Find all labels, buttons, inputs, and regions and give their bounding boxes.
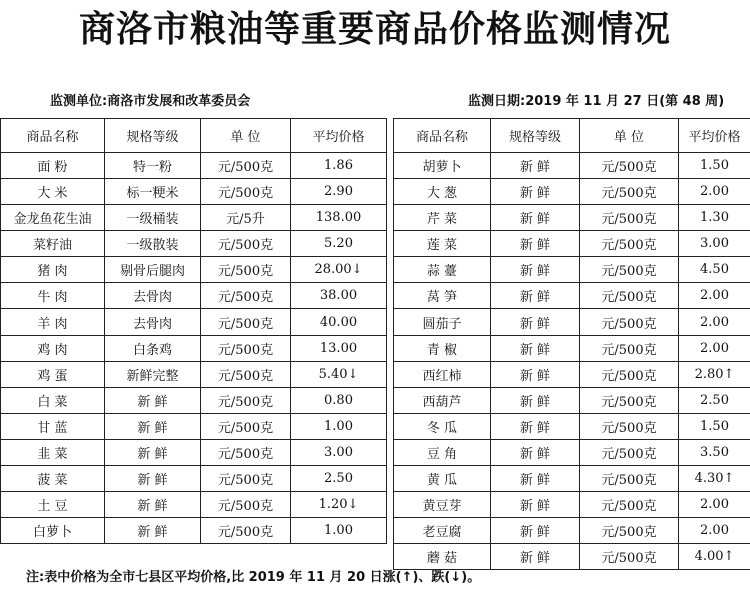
cell-unit: 元/500克: [580, 518, 679, 544]
cell-spec: 特一粉: [105, 153, 201, 179]
cell-name: 鸡 蛋: [1, 361, 105, 387]
cell-price: 2.00: [679, 335, 750, 361]
table-row: [1, 257, 387, 283]
table-row: [394, 335, 750, 361]
cell-spec: 新 鲜: [105, 387, 201, 413]
cell-spec: 新 鲜: [491, 231, 580, 257]
cell-price: 0.80: [291, 387, 387, 413]
table-row: [394, 283, 750, 309]
table-row: [394, 205, 750, 231]
cell-spec: 白条鸡: [105, 335, 201, 361]
table-row: [394, 387, 750, 413]
cell-spec: 一级散装: [105, 231, 201, 257]
table-row: [1, 413, 387, 439]
cell-unit: 元/500克: [201, 387, 291, 413]
cell-unit: 元/500克: [201, 179, 291, 205]
cell-price: 2.50: [679, 387, 750, 413]
cell-name: 青 椒: [394, 335, 491, 361]
cell-spec: 新 鲜: [105, 439, 201, 465]
table-row: [1, 439, 387, 465]
cell-name: 黄豆芽: [394, 492, 491, 518]
cell-name: 菜籽油: [1, 231, 105, 257]
column-header-unit: 单 位: [580, 119, 679, 153]
column-header-name: 商品名称: [1, 119, 105, 153]
cell-name: 大 葱: [394, 179, 491, 205]
column-header-price: 平均价格: [291, 119, 387, 153]
cell-unit: 元/500克: [580, 231, 679, 257]
table-row: [1, 283, 387, 309]
cell-name: 猪 肉: [1, 257, 105, 283]
cell-price: 4.50: [679, 257, 750, 283]
cell-name: 冬 瓜: [394, 413, 491, 439]
cell-unit: 元/500克: [201, 361, 291, 387]
cell-price: 4.30↑: [679, 465, 750, 491]
cell-price: 5.20: [291, 231, 387, 257]
footnote: 注:表中价格为全市七县区平均价格,比 2019 年 11 月 20 日涨(↑)、跌(↓)。: [26, 570, 481, 585]
cell-unit: 元/500克: [580, 492, 679, 518]
column-header-spec: 规格等级: [491, 119, 580, 153]
cell-price: 2.00: [679, 492, 750, 518]
cell-price: 1.50: [679, 413, 750, 439]
cell-spec: 去骨肉: [105, 309, 201, 335]
cell-price: 38.00: [291, 283, 387, 309]
cell-unit: 元/500克: [580, 335, 679, 361]
table-row: [394, 465, 750, 491]
cell-name: 圆茄子: [394, 309, 491, 335]
table-body-left: [1, 153, 387, 544]
cell-unit: 元/500克: [580, 465, 679, 491]
cell-spec: 新 鲜: [491, 465, 580, 491]
table-row: [394, 492, 750, 518]
cell-spec: 新 鲜: [491, 153, 580, 179]
table-row: [394, 179, 750, 205]
cell-spec: 新 鲜: [491, 361, 580, 387]
cell-unit: 元/500克: [201, 257, 291, 283]
cell-unit: 元/500克: [580, 439, 679, 465]
cell-price: 40.00: [291, 309, 387, 335]
cell-price: 1.20↓: [291, 492, 387, 518]
page-title: 商洛市粮油等重要商品价格监测情况: [78, 9, 671, 50]
cell-name: 莲 菜: [394, 231, 491, 257]
cell-spec: 新 鲜: [491, 413, 580, 439]
table-row: [1, 231, 387, 257]
table-row: [1, 492, 387, 518]
cell-price: 2.80↑: [679, 361, 750, 387]
price-table-left: [0, 118, 387, 544]
cell-price: 2.00: [679, 179, 750, 205]
table-row: [1, 361, 387, 387]
cell-name: 土 豆: [1, 492, 105, 518]
cell-name: 西葫芦: [394, 387, 491, 413]
cell-price: 1.00: [291, 413, 387, 439]
cell-unit: 元/500克: [580, 544, 679, 570]
cell-price: 1.30: [679, 205, 750, 231]
column-header-unit: 单 位: [201, 119, 291, 153]
cell-spec: 新鲜完整: [105, 361, 201, 387]
cell-spec: 标一粳米: [105, 179, 201, 205]
cell-spec: 新 鲜: [491, 283, 580, 309]
table-header-row: [1, 119, 387, 153]
table-row: [394, 544, 750, 570]
cell-name: 蘑 菇: [394, 544, 491, 570]
column-header-name: 商品名称: [394, 119, 491, 153]
cell-spec: 新 鲜: [491, 179, 580, 205]
column-header-spec: 规格等级: [105, 119, 201, 153]
cell-name: 莴 笋: [394, 283, 491, 309]
table-row: [1, 465, 387, 491]
table-row: [1, 335, 387, 361]
cell-name: 白 菜: [1, 387, 105, 413]
cell-price: 2.00: [679, 518, 750, 544]
cell-spec: 新 鲜: [491, 544, 580, 570]
cell-spec: 新 鲜: [491, 205, 580, 231]
cell-price: 2.90: [291, 179, 387, 205]
cell-unit: 元/500克: [580, 257, 679, 283]
cell-unit: 元/500克: [580, 387, 679, 413]
cell-price: 2.00: [679, 309, 750, 335]
table-header-row: [394, 119, 750, 153]
cell-name: 羊 肉: [1, 309, 105, 335]
cell-unit: 元/5升: [201, 205, 291, 231]
cell-name: 胡萝卜: [394, 153, 491, 179]
cell-unit: 元/500克: [201, 309, 291, 335]
cell-price: 2.00: [679, 283, 750, 309]
cell-unit: 元/500克: [201, 335, 291, 361]
cell-name: 甘 蓝: [1, 413, 105, 439]
cell-unit: 元/500克: [201, 439, 291, 465]
cell-name: 蒜 薹: [394, 257, 491, 283]
cell-price: 138.00: [291, 205, 387, 231]
cell-unit: 元/500克: [201, 231, 291, 257]
cell-spec: 新 鲜: [491, 492, 580, 518]
cell-price: 28.00↓: [291, 257, 387, 283]
cell-unit: 元/500克: [201, 153, 291, 179]
cell-name: 面 粉: [1, 153, 105, 179]
table-row: [394, 231, 750, 257]
table-row: [394, 309, 750, 335]
cell-name: 菠 菜: [1, 465, 105, 491]
cell-price: 13.00: [291, 335, 387, 361]
monitor-unit: 监测单位:商洛市发展和改革委员会: [50, 94, 251, 109]
cell-price: 3.50: [679, 439, 750, 465]
cell-price: 3.00: [679, 231, 750, 257]
cell-price: 2.50: [291, 465, 387, 491]
cell-spec: 新 鲜: [491, 335, 580, 361]
cell-unit: 元/500克: [201, 283, 291, 309]
cell-spec: 新 鲜: [491, 257, 580, 283]
table-row: [1, 179, 387, 205]
cell-price: 5.40↓: [291, 361, 387, 387]
cell-spec: 新 鲜: [105, 492, 201, 518]
cell-price: 1.00: [291, 518, 387, 544]
table-row: [394, 257, 750, 283]
cell-name: 金龙鱼花生油: [1, 205, 105, 231]
cell-name: 韭 菜: [1, 439, 105, 465]
cell-spec: 新 鲜: [105, 518, 201, 544]
table-row: [1, 518, 387, 544]
cell-name: 西红柿: [394, 361, 491, 387]
cell-unit: 元/500克: [201, 518, 291, 544]
monitor-date: 监测日期:2019 年 11 月 27 日(第 48 周): [468, 94, 725, 109]
cell-price: 1.50: [679, 153, 750, 179]
cell-unit: 元/500克: [201, 413, 291, 439]
table-body-right: [394, 153, 750, 570]
cell-name: 豆 角: [394, 439, 491, 465]
cell-price: 1.86: [291, 153, 387, 179]
cell-spec: 新 鲜: [105, 465, 201, 491]
cell-unit: 元/500克: [580, 205, 679, 231]
cell-unit: 元/500克: [580, 153, 679, 179]
cell-price: 3.00: [291, 439, 387, 465]
cell-name: 大 米: [1, 179, 105, 205]
cell-spec: 新 鲜: [491, 387, 580, 413]
table-row: [394, 361, 750, 387]
table-row: [394, 153, 750, 179]
table-row: [1, 387, 387, 413]
cell-unit: 元/500克: [580, 309, 679, 335]
cell-spec: 新 鲜: [491, 439, 580, 465]
cell-name: 老豆腐: [394, 518, 491, 544]
cell-price: 4.00↑: [679, 544, 750, 570]
cell-unit: 元/500克: [201, 492, 291, 518]
cell-name: 芹 菜: [394, 205, 491, 231]
table-row: [1, 205, 387, 231]
table-row: [1, 309, 387, 335]
table-row: [1, 153, 387, 179]
cell-unit: 元/500克: [580, 361, 679, 387]
cell-spec: 剔骨后腿肉: [105, 257, 201, 283]
cell-spec: 一级桶装: [105, 205, 201, 231]
table-row: [394, 413, 750, 439]
cell-name: 白萝卜: [1, 518, 105, 544]
cell-unit: 元/500克: [580, 179, 679, 205]
cell-spec: 新 鲜: [491, 518, 580, 544]
column-header-price: 平均价格: [679, 119, 750, 153]
cell-name: 鸡 肉: [1, 335, 105, 361]
cell-spec: 新 鲜: [105, 413, 201, 439]
price-table-right: [393, 118, 750, 570]
cell-spec: 新 鲜: [491, 309, 580, 335]
table-row: [394, 439, 750, 465]
cell-unit: 元/500克: [580, 283, 679, 309]
cell-name: 牛 肉: [1, 283, 105, 309]
cell-name: 黄 瓜: [394, 465, 491, 491]
cell-unit: 元/500克: [201, 465, 291, 491]
cell-unit: 元/500克: [580, 413, 679, 439]
table-row: [394, 518, 750, 544]
cell-spec: 去骨肉: [105, 283, 201, 309]
